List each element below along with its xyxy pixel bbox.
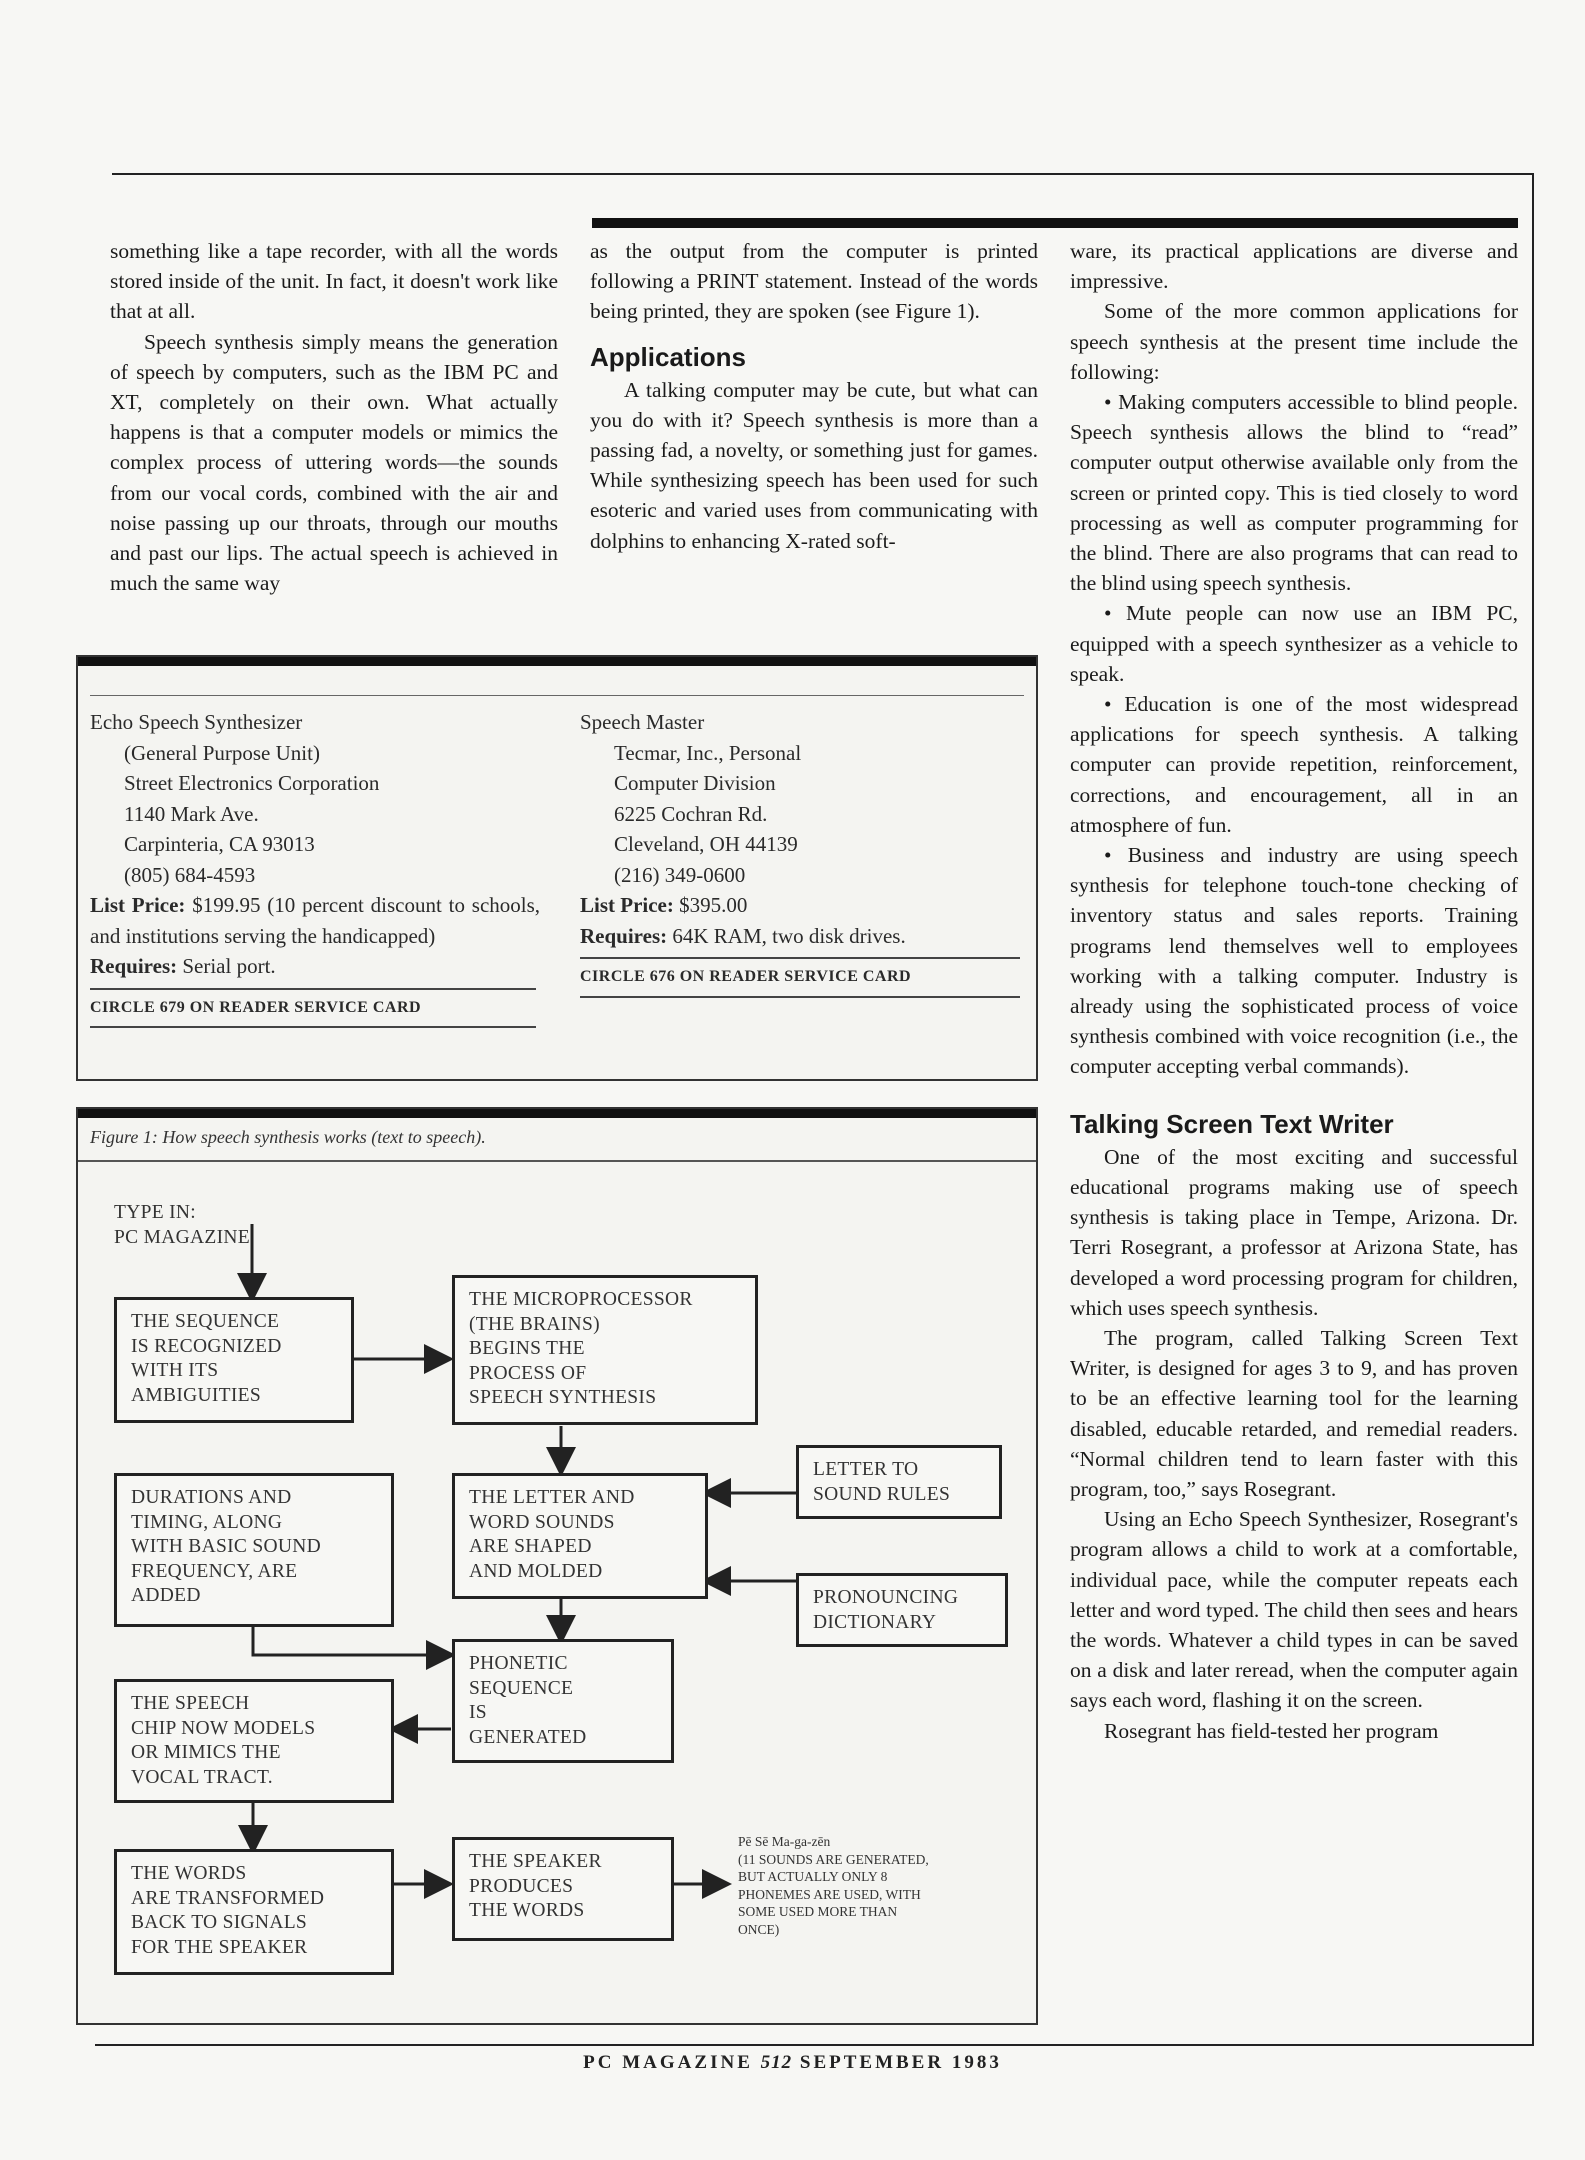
box-line: FREQUENCY, ARE	[131, 1560, 298, 1582]
box-line: FOR THE SPEAKER	[131, 1936, 308, 1958]
figure-caption: Figure 1: How speech synthesis works (text to speech).	[90, 1127, 486, 1147]
product-info-box	[76, 655, 1038, 1081]
col2-top-bar	[592, 218, 1518, 228]
note-line: PHONEMES ARE USED, WITH	[738, 1886, 921, 1902]
column-2-text	[590, 236, 1038, 556]
box-line: THE LETTER AND	[469, 1487, 635, 1508]
figure-box	[76, 1107, 1038, 2025]
box-line: ARE TRANSFORMED	[131, 1887, 325, 1909]
box-line: ARE SHAPED	[469, 1536, 592, 1557]
box-line: TIMING, ALONG	[131, 1511, 283, 1533]
box-letter-word-sounds	[452, 1473, 708, 1599]
product-speech-master	[580, 707, 1020, 998]
paragraph: One of the most exciting and successful educational programs making use of speech synthesis is taking place in Tempe, Arizona. Dr. Terri Rosegrant, a professor at Arizona State, has developed a word processing program for children, which uses speech synthesis.	[1070, 1144, 1518, 1320]
box-line: WORD SOUNDS	[469, 1511, 615, 1533]
product-echo	[90, 707, 540, 1028]
box-sequence	[114, 1297, 354, 1423]
box-line: AND MOLDED	[469, 1560, 603, 1582]
box-line: (THE BRAINS)	[469, 1313, 600, 1335]
box-words-transformed	[114, 1849, 394, 1975]
paragraph: Some of the more common applications for speech synthesis at the present time include the following:	[1070, 299, 1518, 384]
address-line: Tecmar, Inc., Personal	[614, 740, 802, 765]
product-name: Echo Speech Synthesizer	[90, 710, 303, 734]
price-value: $199.95 (10 percent discount to schools, and institutions serving the handicapped)	[90, 893, 541, 948]
box-line: PROCESS OF	[469, 1362, 587, 1384]
box-durations	[114, 1473, 394, 1627]
paragraph: something like a tape recorder, with all the words stored inside of the unit. In fact, it doesn't work like that at all.	[110, 239, 558, 324]
box-microprocessor	[452, 1275, 758, 1425]
product-name: Speech Master	[580, 710, 705, 734]
box-line: VOCAL TRACT.	[131, 1766, 273, 1788]
box-line: GENERATED	[469, 1726, 587, 1748]
section-heading-applications: Applications	[590, 341, 747, 372]
note-line: SOME USED MORE THAN	[738, 1904, 898, 1919]
box-letter-rules	[796, 1445, 1002, 1519]
price-line	[580, 890, 1020, 921]
paragraph: The program, called Talking Screen Text Writer, is designed for ages 3 to 9, and has proven to be an effective learning tool for the learning disabled, educable retarded, and remedial readers. “Normal children tend to learn faster with this program, too,” says Rosegrant.	[1070, 1325, 1518, 1501]
paragraph: Rosegrant has field-tested her program	[1104, 1718, 1439, 1743]
address-line: (General Purpose Unit)	[124, 740, 320, 765]
price-label: List Price:	[580, 893, 674, 917]
type-in-label	[114, 1201, 250, 1250]
box-line: AMBIGUITIES	[131, 1384, 262, 1406]
paragraph: as the output from the computer is printed following a PRINT statement. Instead of the words being printed, they are spoken (see Figure 1).	[590, 239, 1038, 324]
bullet-item: • Mute people can now use an IBM PC, equipped with a speech synthesizer as a vehicle to speak.	[1070, 601, 1518, 686]
requires-line	[580, 921, 1020, 952]
box-phonetic-sequence	[452, 1639, 674, 1763]
column-3-text	[1070, 236, 1518, 1746]
reader-service-circle: CIRCLE 679 ON READER SERVICE CARD	[90, 988, 536, 1029]
type-in-line: TYPE IN:	[114, 1202, 197, 1223]
arrow-durations-to-phonetic	[253, 1626, 450, 1655]
price-label: List Price:	[90, 893, 186, 917]
box-line: OR MIMICS THE	[131, 1742, 281, 1763]
type-in-line: PC MAGAZINE	[114, 1226, 251, 1248]
box-speech-chip	[114, 1679, 394, 1803]
price-value: $395.00	[679, 893, 748, 917]
column-1-text	[110, 236, 558, 598]
price-line	[90, 890, 540, 951]
requires-value: 64K RAM, two disk drives.	[672, 923, 906, 948]
address-line: Street Electronics Corporation	[124, 771, 380, 795]
paragraph: A talking computer may be cute, but what can you do with it? Speech synthesis is more than a passing fad, a novelty, or something just for games. While synthesizing speech has been used for such esoteric and varied uses from communicating with dolphins to enhancing X-rated soft-	[590, 377, 1038, 553]
note-line: BUT ACTUALLY ONLY 8	[738, 1869, 888, 1884]
note-line: (11 SOUNDS ARE GENERATED,	[738, 1851, 929, 1867]
top-frame-rule	[112, 173, 1534, 175]
box-line: BACK TO SIGNALS	[131, 1912, 308, 1933]
bottom-frame-rule	[95, 2044, 1534, 2046]
footer-page-number: 512	[760, 2052, 793, 2073]
box-line: DICTIONARY	[813, 1611, 937, 1633]
box-line: THE SEQUENCE	[131, 1311, 280, 1332]
box-line: THE WORDS	[469, 1900, 585, 1921]
box-line: SEQUENCE	[469, 1677, 574, 1699]
box-line: THE WORDS	[131, 1863, 247, 1884]
address-line: Computer Division	[614, 771, 776, 795]
box-line: PRONOUNCING	[813, 1587, 959, 1608]
box-line: ADDED	[131, 1585, 201, 1606]
phone-line: (216) 349-0600	[614, 862, 746, 887]
bullet-item: • Education is one of the most widespread applications for speech synthesis. A talking computer can provide repetition, reinforcement, corrections, and encouragement, all in an atmosphere of fun.	[1070, 692, 1518, 837]
box-line: THE SPEECH	[131, 1693, 250, 1714]
box-line: PHONETIC	[469, 1653, 568, 1674]
paragraph: ware, its practical applications are diverse and impressive.	[1070, 239, 1518, 294]
box-pronouncing-dictionary	[796, 1573, 1008, 1647]
box-line: PRODUCES	[469, 1875, 574, 1897]
phone-line: (805) 684-4593	[124, 862, 256, 887]
footer-date: SEPTEMBER 1983	[799, 2052, 1002, 2073]
note-line: ONCE)	[738, 1921, 780, 1937]
box-line: WITH BASIC SOUND	[131, 1536, 322, 1557]
box-line: BEGINS THE	[469, 1338, 585, 1359]
right-frame-rule	[1532, 173, 1534, 2045]
address-line: 6225 Cochran Rd.	[614, 801, 768, 826]
box-line: THE MICROPROCESSOR	[469, 1289, 693, 1310]
address-line: 1140 Mark Ave.	[124, 801, 259, 826]
requires-label: Requires:	[90, 954, 178, 978]
phoneme-note	[738, 1833, 929, 1938]
box-line: THE SPEAKER	[469, 1851, 602, 1872]
requires-label: Requires:	[580, 923, 668, 948]
paragraph: Speech synthesis simply means the generation of speech by computers, such as the IBM PC and XT, completely on their own. What actually happens is that a computer models or mimics the complex process of uttering words—the sounds from our vocal cords, combined with the air and noise passing up our throats, through our mouths and past our lips. The actual speech is achieved in much the same way	[110, 329, 558, 596]
bullet-item: • Making computers accessible to blind people. Speech synthesis allows the blind to “read” computer output otherwise available only from the screen or printed copy. This is tied closely to word processing as well as computer programming for the blind. There are also programs that can read to the blind using speech synthesis.	[1070, 390, 1518, 596]
box-line: CHIP NOW MODELS	[131, 1717, 316, 1739]
section-heading-talking-screen: Talking Screen Text Writer	[1070, 1108, 1394, 1139]
bullet-item: • Business and industry are using speech synthesis for telephone touch-tone checking of inventory status and sales reports. Training programs lend themselves well to employees working with a talking computer. Industry is already using the sophisticated process of voice synthesis combined with voice recognition (i.e., the computer accepting verbal commands).	[1070, 843, 1518, 1079]
requires-value: Serial port.	[182, 954, 276, 978]
address-line: Carpinteria, CA 93013	[124, 832, 315, 856]
footer-magazine: PC MAGAZINE	[583, 2052, 753, 2073]
box-line: IS RECOGNIZED	[131, 1335, 282, 1357]
box-line: LETTER TO	[813, 1459, 919, 1480]
requires-line	[90, 951, 540, 982]
box-speaker-produces	[452, 1837, 674, 1941]
box-line: DURATIONS AND	[131, 1487, 292, 1508]
reader-service-circle: CIRCLE 676 ON READER SERVICE CARD	[580, 957, 1020, 998]
box-line: SOUND RULES	[813, 1483, 951, 1505]
page-footer	[0, 2052, 1585, 2074]
address-line: Cleveland, OH 44139	[614, 832, 798, 856]
box-line: IS	[469, 1702, 487, 1723]
box-line: WITH ITS	[131, 1360, 219, 1381]
paragraph: Using an Echo Speech Synthesizer, Rosegrant's program allows a child to work at a comfortable, individual pace, while the computer repeats each letter and word typed. The child then sees and hears the words. Whatever a child types in can be saved on a disk and later reread, when the computer again says each word, flashing it on the screen.	[1070, 1507, 1518, 1713]
box-inner-rule	[90, 695, 1024, 696]
box-line: SPEECH SYNTHESIS	[469, 1387, 657, 1408]
box-top-bar	[78, 657, 1036, 666]
note-line: Pē Sē Ma-ga-zēn	[738, 1834, 831, 1849]
